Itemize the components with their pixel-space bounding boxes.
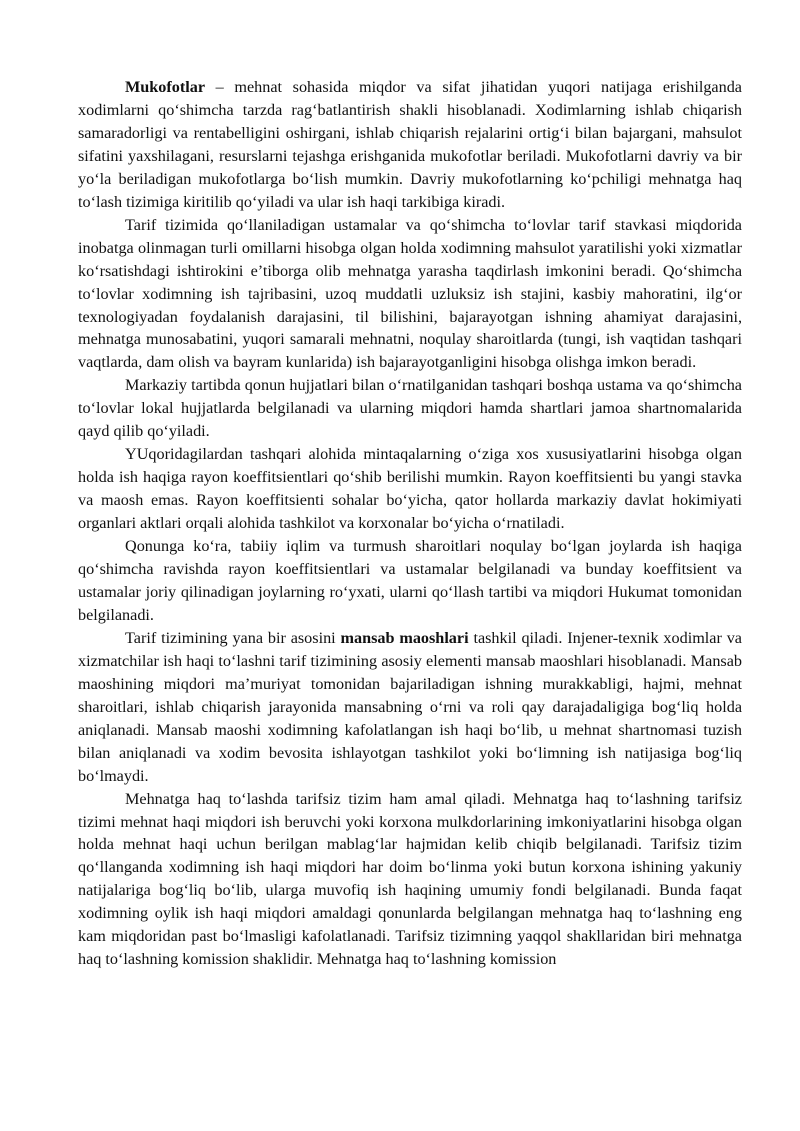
paragraph-text: – mehnat sohasida miqdor va sifat jihatidan yuqori natijaga erishilganda xodimlarni qo‘shimcha tarzda rag‘batlantirish shakli hisoblanadi. Xodimlarning ishlab chiqarish samaradorligi va rentabelligini oshirgani, ishlab chiqarish rejalarini ortig‘i bilan bajargani, mahsulot sifatini yaxshilagani, resurslarni tejashga erishganida mukofotlar beriladi. Mukofotlarni davriy va bir yo‘la beriladigan mukofotlarga bo‘lish mumkin. Davriy mukofotlarning ko‘pchiligi mehnatga haq to‘lash tizimiga kiritilib qo‘yiladi va ular ish haqi tarkibiga kiradi. (78, 78, 742, 211)
term-mansab-maoshlari: mansab maoshlari (340, 628, 469, 647)
term-mukofotlar: Mukofotlar (125, 78, 206, 96)
paragraph-text: Tarif tizimida qo‘llaniladigan ustamalar va qo‘shimcha to‘lovlar tarif stavkasi miqdorida inobatga olinmagan turli omillarni hisobga olgan holda xodimning mahsulot yaratilishi yoki xizmatlar ko‘rsatishdagi ishtirokini e’tiborga olib mehnatga yarasha taqdirlash imkonini beradi. Qo‘shimcha to‘lovlar xodimning ish tajribasini, uzoq muddatli uzluksiz ish stajini, kasbiy mahoratini, ilg‘or texnologiyadan foydalanish darajasini, til bilishini, bajarayotgan ishning ahamiyat darajasini, mehnatga munosabatini, yuqori samarali mehnatni, noqulay sharoitlarda (tungi, ish vaqtidan tashqari vaqtlarda, dam olish va bayram kunlarida) ish bajarayotganligini hisobga olishga imkon beradi. (78, 215, 742, 372)
paragraph-text: YUqoridagilardan tashqari alohida mintaqalarning o‘ziga xos xususiyatlarini hisobga olgan holda ish haqiga rayon koeffitsientlari qo‘shib berilishi mumkin. Rayon koeffitsienti bu yangi stavka va maosh emas. Rayon koeffitsienti sohalar bo‘yicha, qator hollarda markaziy davlat hokimiyati organlari aktlari orqali alohida tashkilot va korxonalar bo‘yicha o‘rnatiladi. (78, 445, 742, 533)
paragraph-tarifsiz-tizim (78, 788, 742, 972)
paragraph-iqlim-sharoitlari (78, 535, 742, 627)
paragraph-mansab-maoshlari (78, 627, 742, 788)
document-page (78, 76, 742, 971)
paragraph-text: Markaziy tartibda qonun hujjatlari bilan o‘rnatilganidan tashqari boshqa ustama va qo‘shimcha to‘lovlar lokal hujjatlarda belgilanadi va ularning miqdori hamda shartlari jamoa shartnomalarida qayd qilib qo‘yiladi. (78, 376, 742, 441)
paragraph-lokal-hujjatlar (78, 374, 742, 443)
paragraph-mukofotlar (78, 76, 742, 214)
paragraph-text: Qonunga ko‘ra, tabiiy iqlim va turmush sharoitlari noqulay bo‘lgan joylarda ish haqiga qo‘shimcha ravishda rayon koeffitsientlari va ustamalar belgilanadi va bunday koeffitsient va ustamalar joriy qilinadigan joylarning ro‘yxati, ularni qo‘llash tartibi va miqdori Hukumat tomonidan belgilanadi. (78, 537, 742, 624)
paragraph-lead: Tarif tizimining yana bir asosini (125, 628, 341, 647)
paragraph-text: tashkil qiladi. Injener-texnik xodimlar va xizmatchilar ish haqi to‘lashni tarif tizimining asosiy elementi mansab maoshlari hisoblanadi. Mansab maoshining miqdori ma’muriyat tomonidan bajariladigan ishning murakkabligi, hajmi, mehnat sharoitlari, ishlab chiqarish jarayonida mansabning o‘rni va roli qay darajadaligiga bog‘liq holda aniqlanadi. Mansab maoshi xodimning kafolatlangan ish haqi bo‘lib, u mehnat shartnomasi tuzish bilan aniqlanadi va xodim bevosita ishlayotgan tashkilot yoki bo‘limning ish natijasiga bog‘liq bo‘lmaydi. (78, 628, 742, 785)
paragraph-rayon-koeffitsienti (78, 443, 742, 535)
paragraph-text: Mehnatga haq to‘lashda tarifsiz tizim ham amal qiladi. Mehnatga haq to‘lashning tarifsiz tizimi mehnat haqi miqdori ish beruvchi yoki korxona mulkdorlarining imkoniyatlarini hisobga olgan holda mehnat haqi uchun berilgan mablag‘lar hajmidan kelib chiqib belgilanadi. Tarifsiz tizim qo‘llanganda xodimning ish haqi miqdori har doim bo‘linma yoki butun korxona ishining yakuniy natijalariga bog‘liq bo‘lib, ularga muvofiq ish haqining umumiy fondi belgilanadi. Bunda faqat xodimning oylik ish haqi miqdori amaldagi qonunlarda belgilangan mehnatga haq to‘lashning eng kam miqdoridan past bo‘lmasligi kafolatlanadi. Tarifsiz tizimning yaqqol shakllaridan biri mehnatga haq to‘lashning komission shaklidir. Mehnatga haq to‘lashning komission (78, 789, 742, 969)
paragraph-tarif-ustamalar (78, 214, 742, 375)
